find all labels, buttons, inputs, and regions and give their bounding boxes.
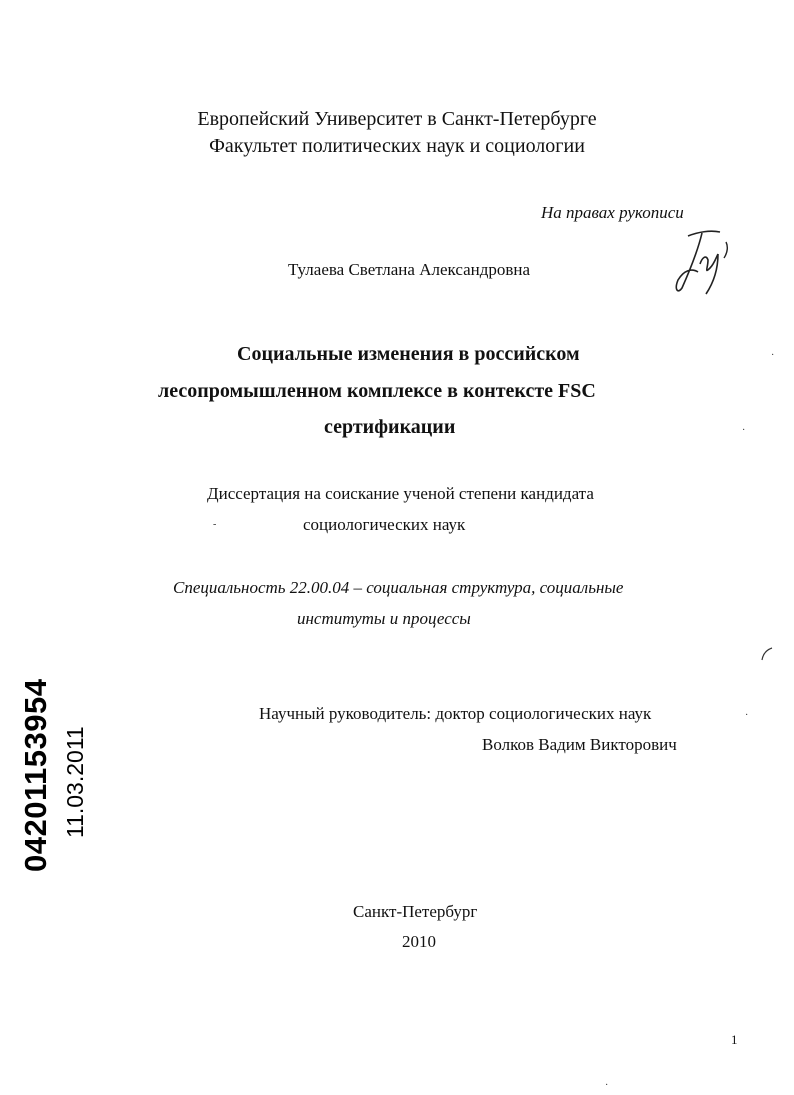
title-line-1: Социальные изменения в российском <box>237 343 580 365</box>
degree-line-1: Диссертация на соискание ученой степени кандидата <box>207 484 594 503</box>
footer-year: 2010 <box>402 932 436 951</box>
footer-city: Санкт-Петербург <box>353 902 478 921</box>
scan-speck: · <box>745 710 749 721</box>
scan-speck: · <box>742 425 746 436</box>
supervisor-title: Научный руководитель: доктор социологических наук <box>259 704 652 723</box>
library-stamp-date: 11.03.2011 <box>62 726 88 838</box>
faculty-name: Факультет политических наук и социологии <box>209 135 585 157</box>
page-number: 1 <box>731 1032 738 1047</box>
university-name: Европейский Университет в Санкт-Петербурге <box>197 108 597 130</box>
scan-speck: · <box>771 350 775 361</box>
specialty-line-2: институты и процессы <box>297 609 471 628</box>
scan-speck: · <box>605 1080 609 1091</box>
author-name: Тулаева Светлана Александровна <box>288 260 531 279</box>
signature-image <box>668 224 740 298</box>
title-line-2: лесопромышленном комплексе в контексте FSC <box>158 380 596 402</box>
scan-mark <box>758 646 776 664</box>
degree-line-2: социологических наук <box>303 515 466 534</box>
library-stamp-number: 04201153954 <box>18 678 53 872</box>
title-line-3: сертификации <box>324 416 456 438</box>
specialty-line-1: Специальность 22.00.04 – социальная структура, социальные <box>173 578 624 597</box>
scan-speck: - <box>213 519 217 530</box>
supervisor-name: Волков Вадим Викторович <box>482 735 677 754</box>
manuscript-note: На правах рукописи <box>541 203 684 222</box>
